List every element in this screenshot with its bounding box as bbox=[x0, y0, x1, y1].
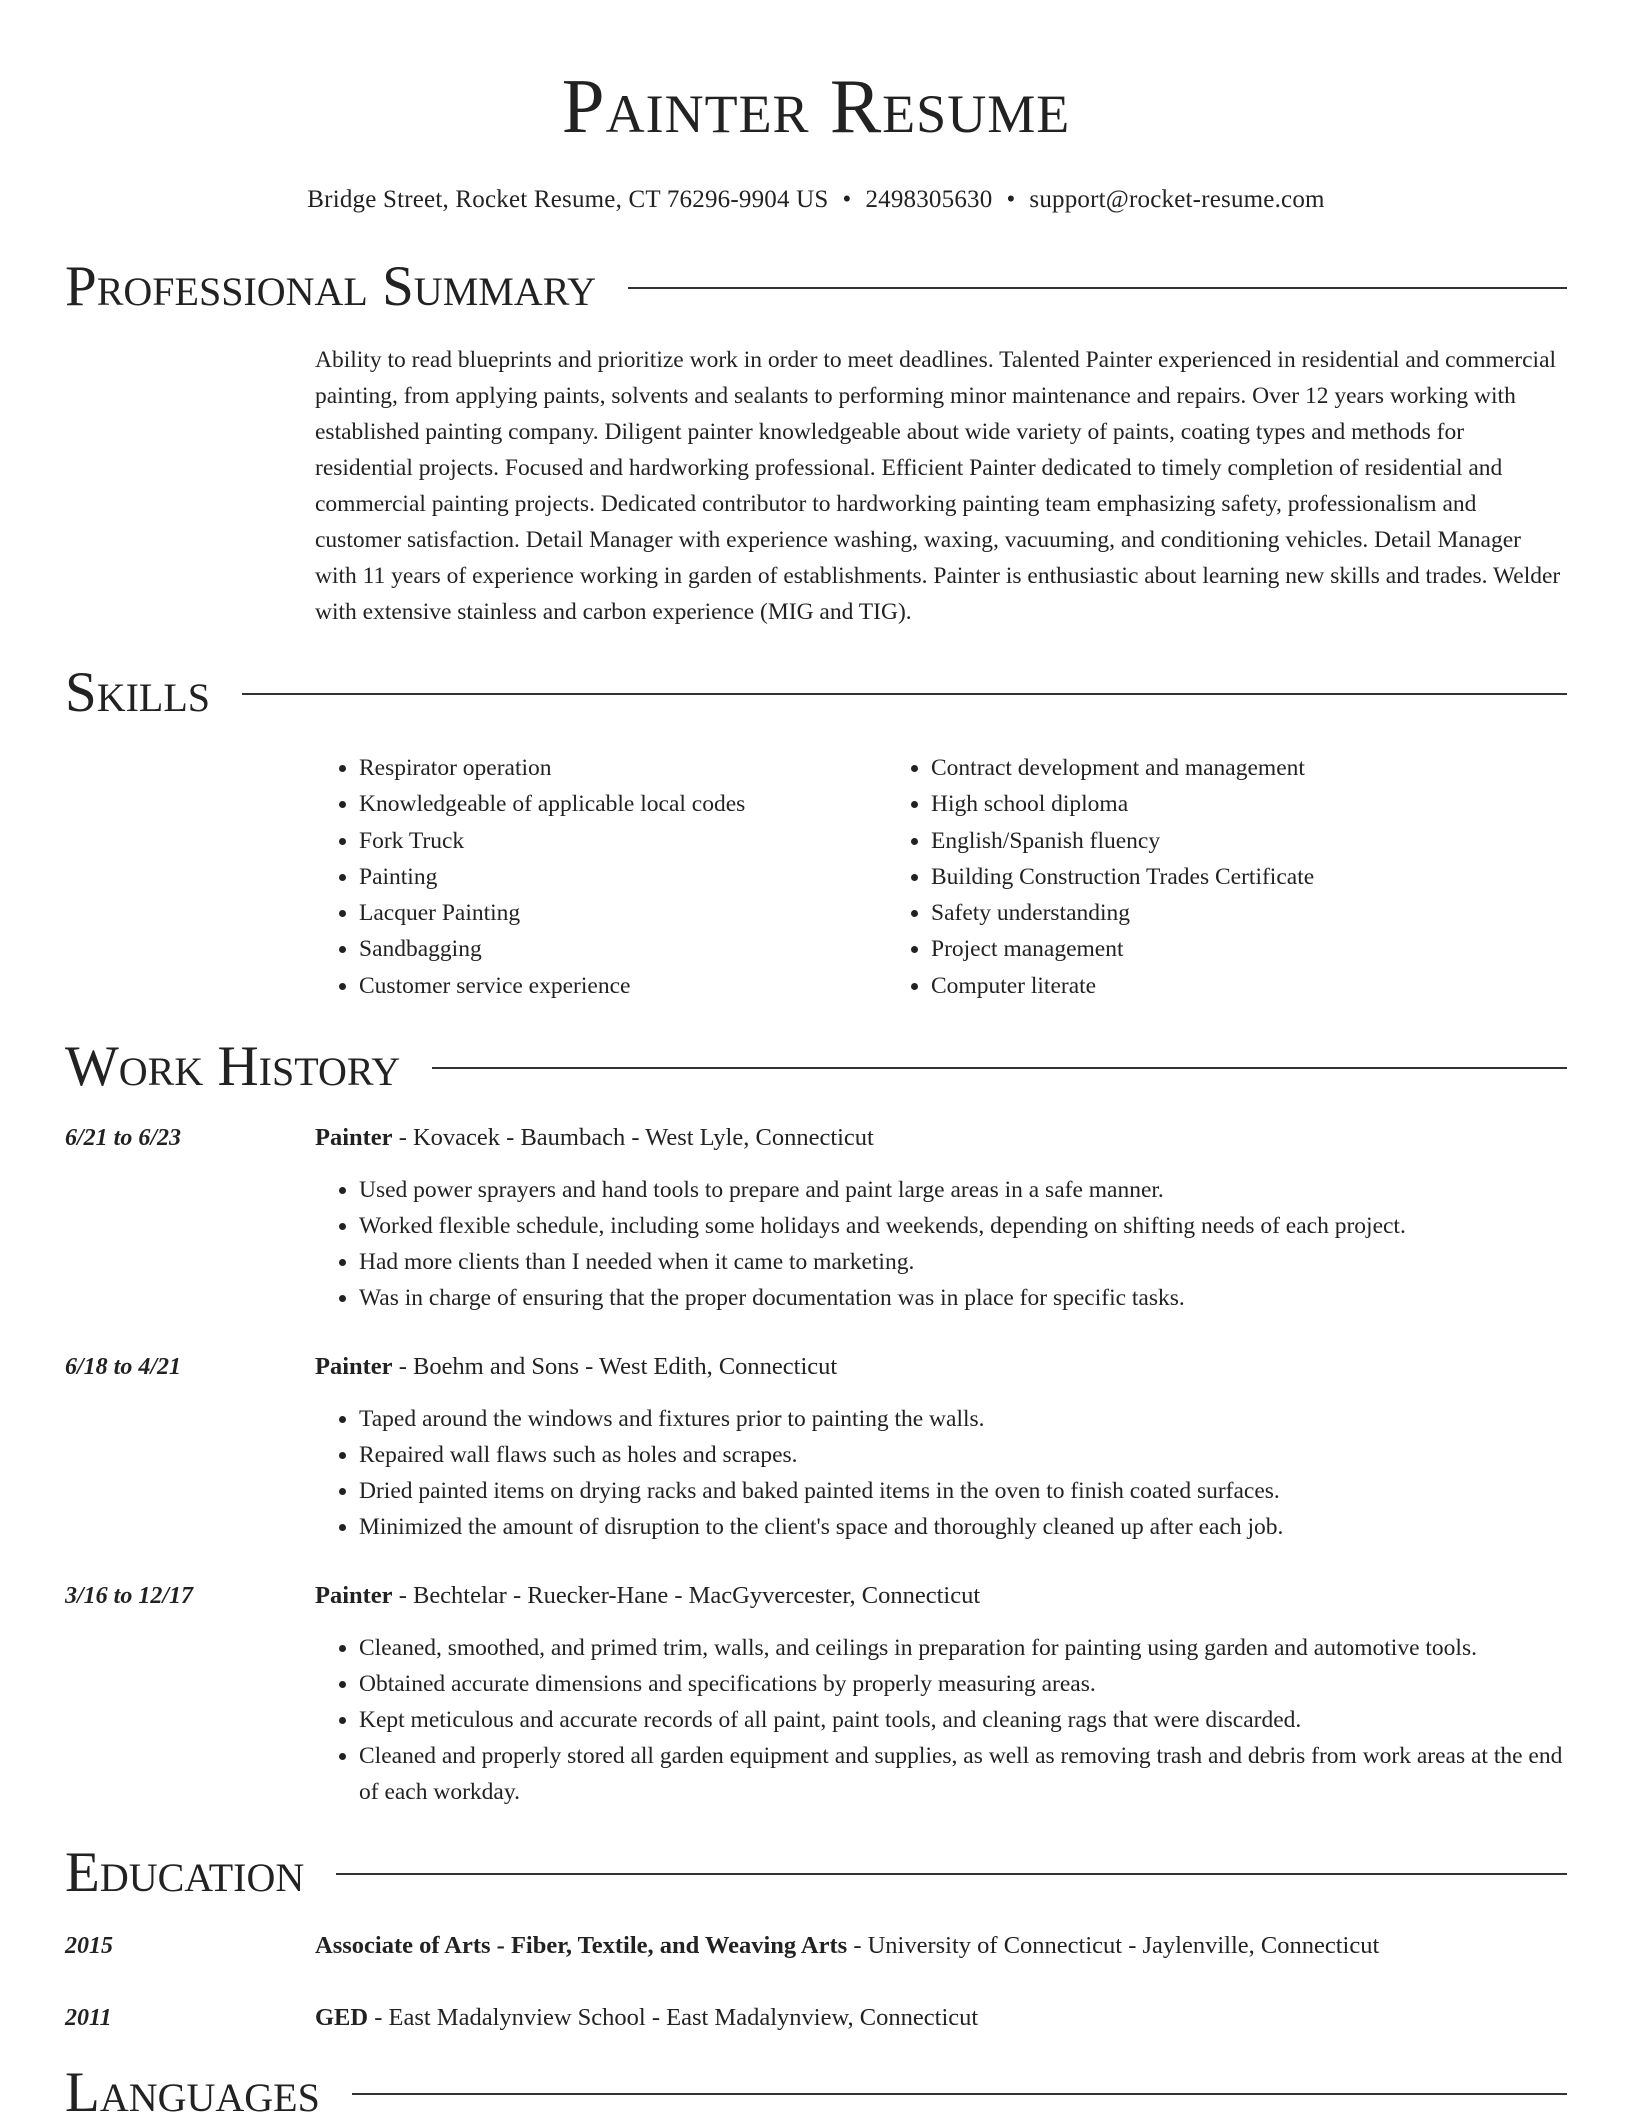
section-divider bbox=[628, 287, 1567, 289]
education-heading-line bbox=[315, 1928, 1379, 1964]
contact-separator: • bbox=[842, 186, 852, 213]
job-bullet: • Minimized the amount of disruption to the client's space and thoroughly cleaned up after each job. bbox=[359, 1509, 1567, 1545]
job-bullets bbox=[315, 1172, 1567, 1316]
job-heading bbox=[315, 1578, 980, 1614]
contact-phone: 2498305630 bbox=[865, 186, 993, 213]
education-year: 2011 bbox=[65, 2005, 112, 2032]
skills-column-right bbox=[887, 750, 1459, 1004]
skill-item: • Knowledgeable of applicable local codes bbox=[359, 786, 887, 822]
job-dates: 6/18 to 4/21 bbox=[65, 1354, 182, 1381]
job-bullet: • Taped around the windows and fixtures prior to painting the walls. bbox=[359, 1401, 1567, 1437]
job-entry bbox=[65, 1578, 1567, 1810]
section-divider bbox=[432, 1067, 1567, 1069]
skill-item: • English/Spanish fluency bbox=[931, 823, 1459, 859]
skills-section-header bbox=[65, 660, 1567, 726]
education-heading-line bbox=[315, 2000, 978, 2036]
work-heading: Work History bbox=[65, 1035, 401, 1099]
skill-item: • Contract development and management bbox=[931, 750, 1459, 786]
job-employer: - Boehm and Sons - West Edith, Connecticut bbox=[392, 1353, 838, 1381]
job-bullet: • Kept meticulous and accurate records of all paint, paint tools, and cleaning rags that were discarded. bbox=[359, 1702, 1567, 1738]
job-bullet: • Worked flexible schedule, including some holidays and weekends, depending on shifting needs of each project. bbox=[359, 1208, 1567, 1244]
summary-heading: Professional Summary bbox=[65, 255, 597, 318]
education-degree: GED bbox=[315, 2004, 369, 2032]
job-bullet: • Dried painted items on drying racks and baked painted items in the oven to finish coated surfaces. bbox=[359, 1473, 1567, 1509]
education-entry bbox=[65, 1928, 1567, 1964]
contact-line bbox=[65, 184, 1567, 216]
job-bullet: • Was in charge of ensuring that the proper documentation was in place for specific tasks. bbox=[359, 1280, 1567, 1316]
skill-item: • Fork Truck bbox=[359, 823, 887, 859]
skill-item: • Building Construction Trades Certificate bbox=[931, 859, 1459, 895]
job-title: Painter bbox=[315, 1353, 393, 1381]
job-bullet: • Cleaned and properly stored all garden equipment and supplies, as well as removing trash and debris from work areas at the end of each workday. bbox=[359, 1738, 1567, 1810]
section-divider bbox=[242, 693, 1567, 695]
work-section-header bbox=[65, 1034, 1567, 1100]
languages-heading: Languages bbox=[65, 2061, 320, 2125]
job-bullet: • Had more clients than I needed when it came to marketing. bbox=[359, 1244, 1567, 1280]
education-list bbox=[65, 1928, 1567, 2036]
job-bullet: • Repaired wall flaws such as holes and scrapes. bbox=[359, 1437, 1567, 1473]
job-title: Painter bbox=[315, 1582, 393, 1610]
education-section-header bbox=[65, 1840, 1567, 1906]
languages-section-header bbox=[65, 2060, 1567, 2126]
education-degree: Associate of Arts - Fiber, Textile, and Weaving Arts bbox=[315, 1932, 848, 1960]
job-heading bbox=[315, 1349, 837, 1385]
education-entry bbox=[65, 2000, 1567, 2036]
skill-item: • Project management bbox=[931, 931, 1459, 967]
skill-item: • Sandbagging bbox=[359, 931, 887, 967]
job-bullets bbox=[315, 1630, 1567, 1810]
job-dates: 6/21 to 6/23 bbox=[65, 1125, 182, 1152]
education-year: 2015 bbox=[65, 1933, 113, 1960]
education-school: - University of Connecticut - Jaylenville, Connecticut bbox=[847, 1932, 1380, 1960]
resume-title: Painter Resume bbox=[561, 63, 1071, 149]
education-heading: Education bbox=[65, 1841, 305, 1905]
job-bullet: • Used power sprayers and hand tools to prepare and paint large areas in a safe manner. bbox=[359, 1172, 1567, 1208]
skills-column-left bbox=[315, 750, 887, 1004]
summary-text: Ability to read blueprints and prioritize work in order to meet deadlines. Talented Painter experienced in residential and commercial painting, from applying paints, solvents and sealants to performing minor maintenance and repairs. Over 12 years working with established painting company. Diligent painter knowledgeable about wide variety of paints, coating types and methods for residential projects. Focused and hardworking professional. Efficient Painter dedicated to timely completion of residential and commercial painting projects. Dedicated contributor to hardworking painting team emphasizing safety, professionalism and customer satisfaction. Detail Manager with experience washing, waxing, vacuuming, and conditioning vehicles. Detail Manager with 11 years of experience working in garden of establishments. Painter is enthusiastic about learning new skills and trades. Welder with extensive stainless and carbon experience (MIG and TIG). bbox=[315, 347, 1561, 625]
contact-separator: • bbox=[1006, 186, 1016, 213]
section-divider bbox=[352, 2093, 1567, 2095]
skills-heading: Skills bbox=[65, 661, 211, 724]
skill-item: • Lacquer Painting bbox=[359, 895, 887, 931]
skills-list bbox=[315, 750, 1567, 1004]
job-bullet: • Cleaned, smoothed, and primed trim, walls, and ceilings in preparation for painting using garden and automotive tools. bbox=[359, 1630, 1567, 1666]
job-title: Painter bbox=[315, 1124, 393, 1152]
contact-address: Bridge Street, Rocket Resume, CT 76296-9904 US bbox=[307, 186, 829, 213]
skill-item: • Customer service experience bbox=[359, 968, 887, 1004]
skill-item: • Safety understanding bbox=[931, 895, 1459, 931]
skill-item: • Painting bbox=[359, 859, 887, 895]
section-divider bbox=[336, 1873, 1567, 1875]
job-entry bbox=[65, 1120, 1567, 1316]
job-heading bbox=[315, 1120, 874, 1156]
skill-item: • Computer literate bbox=[931, 968, 1459, 1004]
job-bullets bbox=[315, 1401, 1567, 1545]
education-school: - East Madalynview School - East Madalynview, Connecticut bbox=[368, 2004, 979, 2032]
job-entry bbox=[65, 1349, 1567, 1545]
job-dates: 3/16 to 12/17 bbox=[65, 1583, 194, 1610]
summary-section-header bbox=[65, 254, 1567, 320]
job-employer: - Kovacek - Baumbach - West Lyle, Connecticut bbox=[392, 1124, 874, 1152]
job-employer: - Bechtelar - Ruecker-Hane - MacGyvercester, Connecticut bbox=[392, 1582, 981, 1610]
skill-item: • High school diploma bbox=[931, 786, 1459, 822]
work-history-list bbox=[65, 1120, 1567, 1810]
skill-item: • Respirator operation bbox=[359, 750, 887, 786]
job-bullet: • Obtained accurate dimensions and specifications by properly measuring areas. bbox=[359, 1666, 1567, 1702]
contact-email: support@rocket-resume.com bbox=[1029, 186, 1325, 213]
